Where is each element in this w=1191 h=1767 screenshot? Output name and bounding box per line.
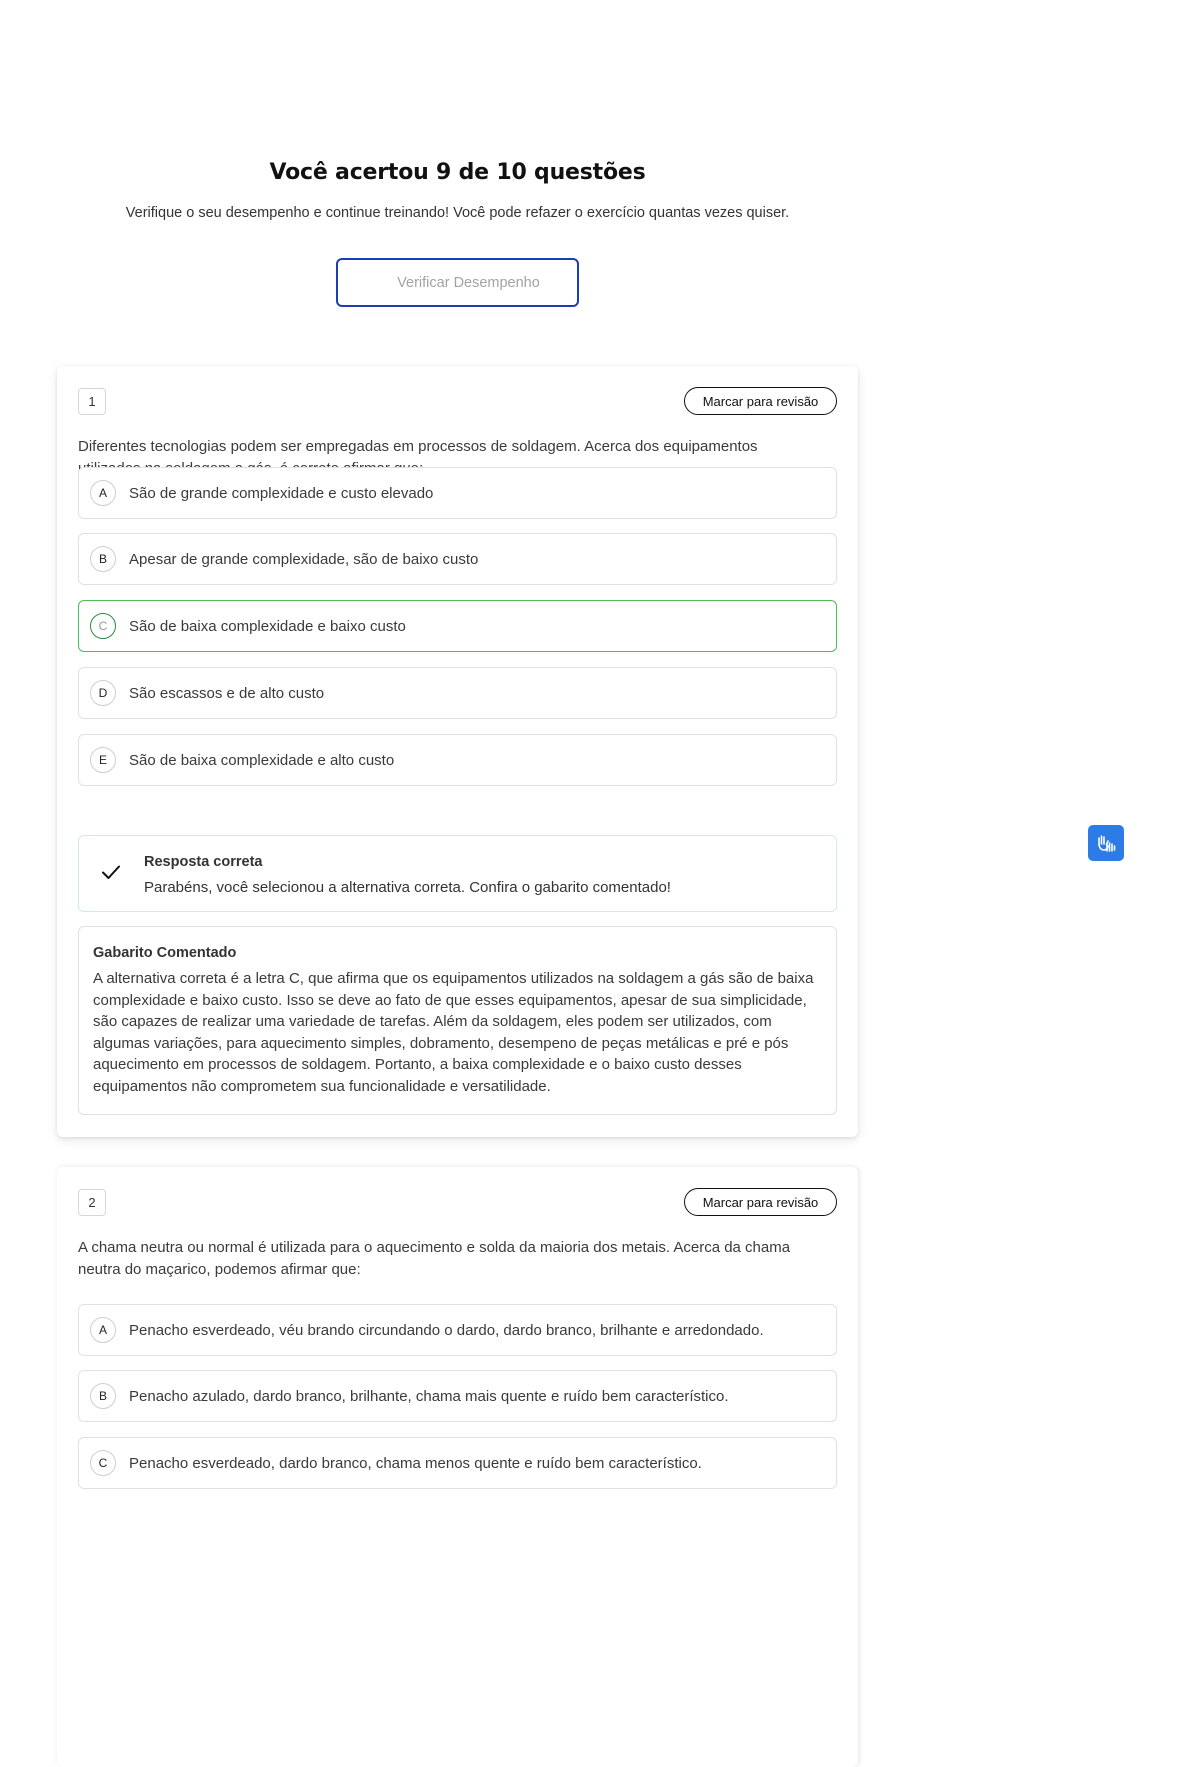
option-text: São de baixa complexidade e alto custo <box>129 751 395 769</box>
option-b[interactable] <box>78 1370 837 1422</box>
option-letter: C <box>90 1450 116 1476</box>
option-letter: A <box>90 480 116 506</box>
question-card-2 <box>57 1167 858 1767</box>
answer-explanation <box>78 926 837 1115</box>
option-text: Penacho azulado, dardo branco, brilhante, chama mais quente e ruído bem característico. <box>129 1387 729 1405</box>
question-number: 2 <box>78 1189 106 1216</box>
option-letter: B <box>90 1383 116 1409</box>
option-letter: E <box>90 747 116 773</box>
option-letter: C <box>90 613 116 639</box>
option-text: São de baixa complexidade e baixo custo <box>129 617 406 635</box>
option-b[interactable] <box>78 533 837 585</box>
sign-language-accessibility-button[interactable] <box>1088 825 1124 861</box>
check-icon <box>101 862 121 882</box>
option-text: Penacho esverdeado, véu brando circundando o dardo, dardo branco, brilhante e arredondado. <box>129 1321 764 1339</box>
option-text: São escassos e de alto custo <box>129 684 325 702</box>
option-a[interactable] <box>78 1304 837 1356</box>
option-letter: B <box>90 546 116 572</box>
option-a[interactable] <box>78 467 837 519</box>
explanation-text: A alternativa correta é a letra C, que afirma que os equipamentos utilizados na soldagem a gás são de baixa complexidade e baixo custo. Isso se deve ao fato de que esses equipamentos, apesar de sua simplicidade, são capazes de realizar uma variedade de tarefas. Além da soldagem, eles podem ser utilizados, com algumas variações, para aquecimento simples, dobramento, desempeno de peças metálicas e pré e pós aquecimento em processos de soldagem. Portanto, a baixa complexidade e o baixo custo desses equipamentos não comprometem sua funcionalidade e versatilidade. <box>93 970 814 1095</box>
mark-for-review-button[interactable]: Marcar para revisão <box>684 387 837 415</box>
result-subtitle: Verifique o seu desempenho e continue treinando! Você pode refazer o exercício quantas vezes quiser. <box>125 205 790 221</box>
feedback-message: Parabéns, você selecionou a alternativa correta. Confira o gabarito comentado! <box>144 879 671 896</box>
option-d[interactable] <box>78 667 837 719</box>
option-text: Penacho esverdeado, dardo branco, chama menos quente e ruído bem característico. <box>129 1454 702 1472</box>
option-e[interactable] <box>78 734 837 786</box>
check-performance-button[interactable]: Verificar Desempenho <box>336 258 579 307</box>
option-text: Apesar de grande complexidade, são de baixo custo <box>129 550 479 568</box>
option-letter: D <box>90 680 116 706</box>
feedback-title: Resposta correta <box>144 854 263 870</box>
option-c-correct[interactable] <box>78 600 837 652</box>
answer-feedback <box>78 835 837 912</box>
question-text: Diferentes tecnologias podem ser empregadas em processos de soldagem. Acerca dos equipamentos <box>78 438 758 455</box>
explanation-title: Gabarito Comentado <box>93 945 237 961</box>
option-letter: A <box>90 1317 116 1343</box>
question-number: 1 <box>78 388 106 415</box>
option-text: São de grande complexidade e custo elevado <box>129 484 434 502</box>
question-text: A chama neutra ou normal é utilizada para o aquecimento e solda da maioria dos metais. Acerca da chama neutra do maçarico, podemos afirmar que: <box>78 1239 791 1278</box>
option-c[interactable] <box>78 1437 837 1489</box>
result-summary <box>0 160 915 221</box>
mark-for-review-button[interactable]: Marcar para revisão <box>684 1188 837 1216</box>
sign-language-hands-icon <box>1094 831 1118 855</box>
question-card-1 <box>57 366 858 1137</box>
result-title: Você acertou 9 de 10 questões <box>269 160 646 185</box>
